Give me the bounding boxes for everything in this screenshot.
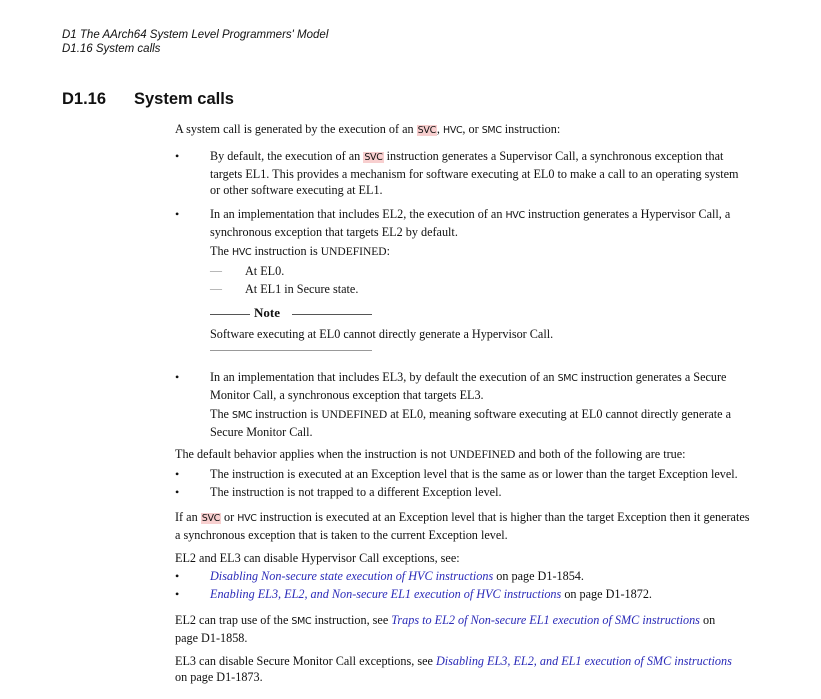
section-number: D1.16: [62, 90, 107, 108]
default-behavior-paragraph: [175, 446, 775, 463]
text: instruction is executed at an Exception level that is higher than the target Exception then it generates: [256, 510, 750, 524]
text: instruction generates a Supervisor Call, a synchronous exception that: [383, 149, 724, 163]
page-reference: page D1-1858.: [175, 631, 248, 645]
page-reference: on page D1-1854.: [493, 569, 584, 583]
bullet-svc: [210, 148, 770, 198]
text: instruction, see: [311, 613, 392, 627]
text: synchronous exception that targets EL2 by default.: [210, 225, 458, 239]
text: The default behavior applies when the instruction is not: [175, 447, 450, 461]
note-label: Note: [254, 305, 280, 320]
note-rule-left: [210, 314, 250, 315]
hvc-undefined-line: [210, 243, 770, 261]
smc-undefined-line: [210, 406, 770, 440]
smc-mnemonic: SMC: [557, 373, 578, 384]
hvc-mnemonic: HVC: [237, 513, 257, 524]
disable-smc-paragraph: [175, 653, 785, 685]
bullet-icon: •: [175, 207, 180, 221]
text: instruction:: [501, 122, 561, 136]
running-header-section: D1.16 System calls: [62, 43, 161, 55]
text: targets EL1. This provides a mechanism for software executing at EL0 to make a call to an operating system: [210, 167, 739, 181]
note-rule-right: [292, 314, 372, 315]
page-reference: on page D1-1872.: [561, 587, 652, 601]
text: instruction is: [251, 407, 322, 421]
text: A system call is generated by the execution of an: [175, 122, 417, 136]
dash-item-el0: At EL0.: [245, 264, 285, 278]
bullet-icon: •: [175, 569, 180, 583]
smc-mnemonic: SMC: [232, 410, 252, 421]
text: or: [220, 510, 238, 524]
xref-link[interactable]: Traps to EL2 of Non-secure EL1 execution of SMC instructions: [391, 613, 700, 627]
xref-link[interactable]: Enabling EL3, EL2, and Non-secure EL1 execution of HVC instructions: [210, 587, 562, 601]
text: a synchronous exception that is taken to the current Exception level.: [175, 528, 508, 542]
text: Monitor Call, a synchronous exception that targets EL3.: [210, 388, 484, 402]
xref-item: [210, 586, 770, 602]
hvc-mnemonic: HVC: [505, 210, 525, 221]
note-text: Software executing at EL0 cannot directly generate a Hypervisor Call.: [210, 327, 554, 341]
condition-item: The instruction is not trapped to a different Exception level.: [210, 485, 502, 499]
text: In an implementation that includes EL3, by default the execution of an: [210, 370, 558, 384]
bullet-icon: •: [175, 370, 180, 384]
svc-mnemonic: SVC: [364, 152, 383, 163]
dash-icon: —: [210, 263, 222, 277]
xref-link[interactable]: Disabling EL3, EL2, and EL1 execution of SMC instructions: [435, 654, 732, 668]
text: :: [386, 244, 390, 258]
svc-mnemonic: SVC: [417, 125, 436, 136]
page-reference: on page D1-1873.: [175, 670, 263, 684]
undefined-term: UNDEFINED: [320, 246, 387, 258]
text: In an implementation that includes EL2, the execution of an: [210, 207, 506, 221]
smc-mnemonic: SMC: [481, 125, 502, 136]
disable-hvc-paragraph: EL2 and EL3 can disable Hypervisor Call exceptions, see:: [175, 551, 460, 565]
bullet-icon: •: [175, 467, 180, 481]
smc-mnemonic: SMC: [291, 616, 312, 627]
intro-paragraph: [175, 121, 775, 139]
text: The: [210, 407, 232, 421]
text: or other software executing at EL1.: [210, 183, 383, 197]
text: and both of the following are true:: [515, 447, 686, 461]
text: EL2 can trap use of the: [175, 613, 292, 627]
bullet-icon: •: [175, 485, 180, 499]
xref-item: [210, 568, 770, 584]
text: instruction generates a Hypervisor Call, a: [524, 207, 731, 221]
condition-item: The instruction is executed at an Exception level that is the same as or lower than the target Exception level.: [210, 467, 738, 481]
text: Secure Monitor Call.: [210, 425, 313, 439]
text: The: [210, 244, 232, 258]
higher-el-paragraph: [175, 509, 785, 543]
trap-smc-paragraph: [175, 612, 775, 646]
text: If an: [175, 510, 201, 524]
bullet-icon: •: [175, 149, 180, 163]
dash-item-el1-secure: At EL1 in Secure state.: [245, 282, 359, 296]
text: By default, the execution of an: [210, 149, 364, 163]
bullet-hvc: [210, 206, 770, 240]
section-title: System calls: [134, 90, 234, 108]
undefined-term: UNDEFINED: [321, 409, 388, 421]
running-header-chapter: D1 The AArch64 System Level Programmers' Model: [62, 29, 329, 41]
undefined-term: UNDEFINED: [449, 449, 516, 461]
text: ,: [436, 122, 444, 136]
text: , or: [462, 122, 482, 136]
bullet-icon: •: [175, 587, 180, 601]
text: at EL0, meaning software executing at EL0 cannot directly generate a: [387, 407, 731, 421]
hvc-mnemonic: HVC: [443, 125, 463, 136]
note-rule-bottom: [210, 350, 372, 351]
text: instruction is: [251, 244, 321, 258]
text: EL3 can disable Secure Monitor Call exceptions, see: [175, 654, 436, 668]
svc-mnemonic: SVC: [201, 513, 220, 524]
bullet-smc: [210, 369, 770, 403]
xref-link[interactable]: Disabling Non-secure state execution of HVC instructions: [210, 569, 494, 583]
hvc-mnemonic: HVC: [232, 247, 252, 258]
text: on: [699, 613, 716, 627]
text: instruction generates a Secure: [577, 370, 727, 384]
dash-icon: —: [210, 281, 222, 295]
